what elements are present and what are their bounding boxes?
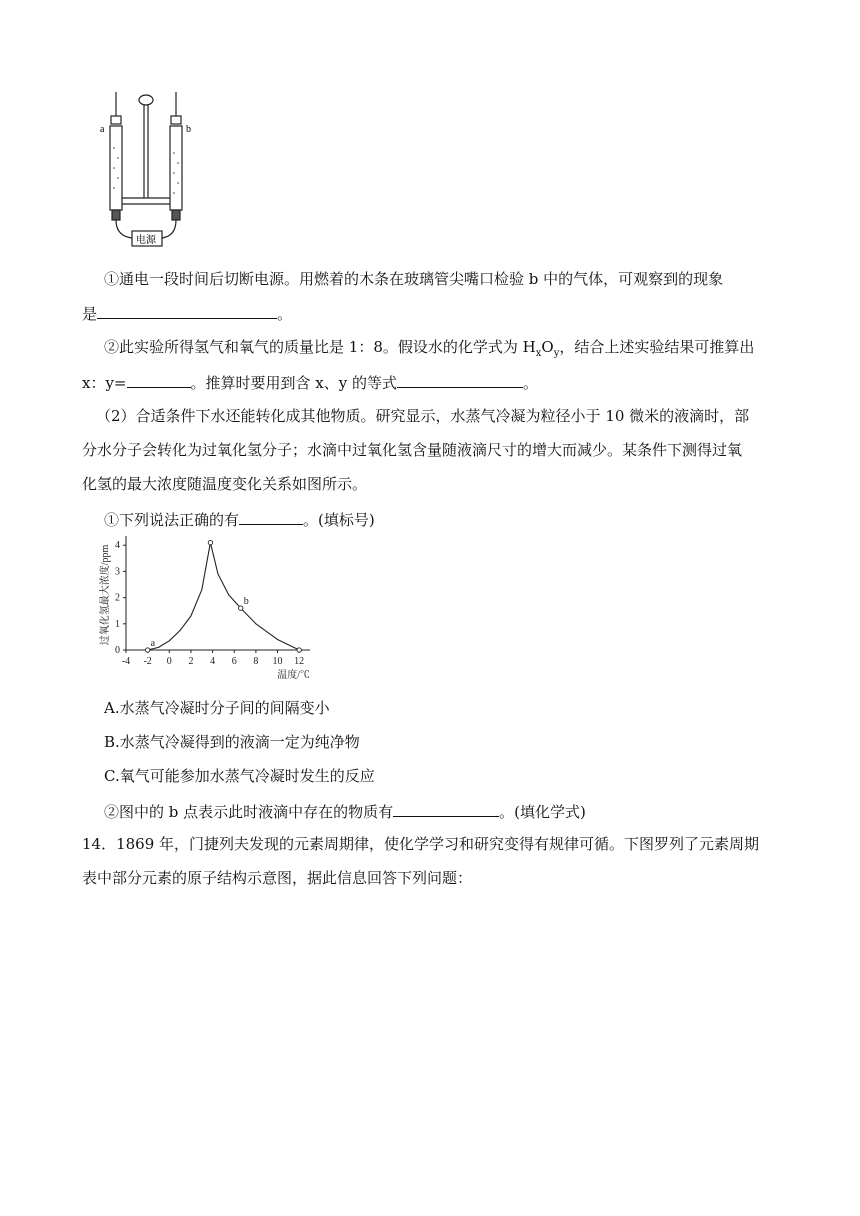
data-point: [145, 648, 149, 652]
data-point: [297, 648, 301, 652]
q1-item2-text-c: ，结合上述实验结果可推算出: [559, 338, 755, 356]
electrode-b-label: b: [186, 124, 191, 135]
q1-item1-line1: [104, 269, 723, 289]
q2-sub1-line: [104, 508, 375, 530]
circled-number-1: ①: [104, 511, 120, 529]
data-point: [239, 606, 243, 610]
x-tick-label: -4: [121, 656, 131, 667]
answer-blank-formula[interactable]: [393, 800, 499, 817]
circled-number-2: ②: [104, 803, 120, 821]
x-tick-label: 12: [294, 656, 305, 667]
x-axis-label: 温度/℃: [277, 670, 310, 681]
q1-item1-text: 通电一段时间后切断电源。用燃着的木条在玻璃管尖嘴口检验 b 中的气体，可观察到的现象: [119, 270, 724, 288]
option-a: A.水蒸气冷凝时分子间的间隔变小: [104, 699, 330, 717]
q2-sub1-text-b: 。(填标号): [303, 511, 375, 529]
q1-item2-text-a: 此实验所得氢气和氧气的质量比是 1：8。假设水的化学式为 H: [119, 338, 536, 356]
series-line: [148, 543, 300, 650]
subscript-x: x: [535, 348, 542, 359]
point-label: b: [243, 596, 249, 608]
answer-blank-choice[interactable]: [239, 508, 303, 525]
subscript-y: y: [553, 348, 560, 359]
q1-item2-text-2b: 。推算时要用到含 x、y 的等式: [190, 374, 397, 392]
electrode-a-label: a: [100, 124, 105, 135]
power-supply-label: 电源: [136, 235, 156, 246]
q1-item2-text-2c: 。: [523, 374, 539, 392]
q1-item2-text-2a: x：y=: [82, 374, 127, 392]
x-tick-label: 0: [166, 656, 172, 667]
q2-sub2-line: [104, 800, 586, 822]
data-point: [208, 540, 212, 544]
y-axis-label: 过氧化氢最大浓度/ppm: [100, 544, 111, 646]
q2-sub2-text-a: 图中的 b 点表示此时液滴中存在的物质有: [119, 803, 394, 821]
q2-intro-line1: （2）合适条件下水还能转化成其他物质。研究显示，水蒸气冷凝为粒径小于 10 微米的液滴时，部: [96, 407, 750, 425]
q1-item2-line2: [82, 371, 538, 393]
q2-sub2-text-b: 。(填化学式): [499, 803, 586, 821]
y-tick-label: 0: [115, 645, 120, 656]
q1-item1-text-2a: 是: [82, 305, 98, 323]
q1-item1-text-2b: 。: [277, 305, 293, 323]
q2-intro-line2: 分水分子会转化为过氧化氢分子；水滴中过氧化氢含量随液滴尺寸的增大而减少。某条件下测得过氧: [82, 441, 743, 459]
answer-blank-equation[interactable]: [397, 371, 523, 388]
y-tick-label: 4: [115, 540, 120, 552]
x-tick-label: 6: [231, 656, 237, 667]
q1-item1-line2: [82, 302, 292, 324]
x-tick-label: 2: [188, 656, 194, 667]
x-tick-label: -2: [143, 656, 152, 667]
q2-sub1-text-a: 下列说法正确的有: [119, 511, 240, 529]
y-tick-label: 1: [115, 618, 120, 630]
point-label: a: [150, 638, 156, 649]
y-tick-label: 2: [115, 592, 120, 604]
q14-line2: 表中部分元素的原子结构示意图，据此信息回答下列问题：: [82, 869, 473, 887]
h2o2-concentration-chart: [98, 532, 328, 692]
answer-blank-ratio[interactable]: [127, 371, 191, 388]
x-tick-label: 10: [272, 656, 283, 667]
option-c: C.氧气可能参加水蒸气冷凝时发生的反应: [104, 767, 375, 785]
answer-blank-phenomenon[interactable]: [97, 302, 277, 319]
x-tick-label: 4: [210, 656, 216, 667]
q1-item2-text-b: O: [541, 338, 554, 356]
q14-line1: 14．1869 年，门捷列夫发现的元素周期律，使化学学习和研究变得有规律可循。下图罗列了元素周期: [82, 835, 760, 853]
q2-intro-line3: 化氢的最大浓度随温度变化关系如图所示。: [82, 475, 368, 493]
q1-item2-line1: [104, 337, 754, 364]
circled-number-2: ②: [104, 338, 120, 356]
electrolysis-apparatus: [98, 88, 200, 250]
option-b: B.水蒸气冷凝得到的液滴一定为纯净物: [104, 733, 360, 751]
x-tick-label: 8: [253, 656, 259, 667]
circled-number-1: ①: [104, 270, 120, 288]
y-tick-label: 3: [115, 566, 120, 578]
